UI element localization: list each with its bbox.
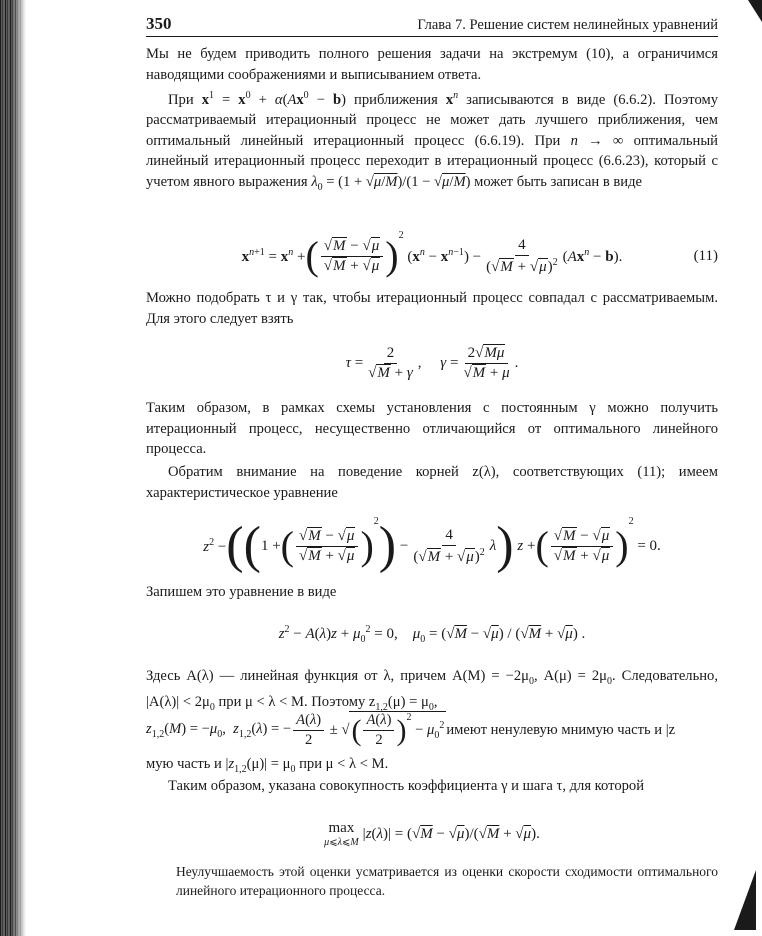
- paragraph-1: Мы не будем приводить полного решения задачи на экстремум (10), а ограничимся наводящими соображениями и выписыванием ответа.: [146, 46, 718, 83]
- paragraph-2: При $x^1 = x^0 + \alpha(Ax^0 - b)$ приближения $x^n$ записываются в виде (6.6.2). Поэтому рассматриваемый итерационный процесс не может дать лучшего приближения, чем оптимальный линейный итерационный процесс (6.6.19). При n → ∞ оптимальный линейный итерационный процесс переходит в итерационный процесс (6.6.23), который с учетом явного выражения $\lambda_0 = (1 + √\mu/M)/(1 - √\mu/M)$ может быть записан в виде: [146, 90, 718, 193]
- scan-corner-mark: [734, 870, 756, 930]
- scan-corner-mark: [748, 0, 762, 22]
- chapter-title: Глава 7. Решение систем нелинейных уравнений: [417, 17, 718, 33]
- scan-binding-edge: [0, 0, 26, 936]
- running-header: [146, 14, 718, 37]
- paragraph-9: Таким образом, указана совокупность коэффициента γ и шага τ, для которой: [168, 778, 645, 794]
- page-number: 350: [146, 14, 172, 33]
- paragraph-6: Запишем это уравнение в виде: [146, 584, 337, 600]
- reduced-equation: $z^2 - A(\lambda)z + \mu_0^2 = 0$, $\mu_0 = (√M - √\mu) / (√M + √\mu)$ .: [278, 623, 586, 645]
- max-estimate-equation: max μ⩽λ⩽M |z(λ)| = (√M − √μ)/(√M + √μ).: [324, 820, 540, 848]
- tau-gamma-equation: τ = $\frac{2}{√M + \gamma}$ , γ = $\frac{2√M\mu}{√M + \mu}$ .: [345, 344, 519, 381]
- paragraph-8-continuation: мую часть и $|z_{1,2}(\mu)| = \mu_0$ при μ < λ < M.: [146, 756, 389, 775]
- book-page: [146, 14, 718, 898]
- paragraph-4: Таким образом, в рамках схемы установления с постоянным γ можно получить итерационный процесс, несущественно отличающийся от оптимального линейного процесса.: [146, 400, 718, 457]
- roots-formula: $z_{1,2}(M) = -\mu_0$, $z_{1,2}(\lambda)$ = − $\frac{A(\lambda)}{2}$ ± √ ( $\frac{A(\lambda)}{2}$ ) $^2$ − $\mu_0^2$ имеют ненулевую мнимую часть и |z: [146, 711, 676, 748]
- equation-number: (11): [693, 247, 718, 264]
- footnote: Неулучшаемость этой оценки усматривается из оценки скорости сходимости оптимального линейного итерационного процесса.: [176, 864, 718, 898]
- paragraph-3: Можно подобрать τ и γ так, чтобы итерационный процесс совпадал с рассматриваемым. Для этого следует взять: [146, 290, 718, 327]
- paragraph-7: Здесь A(λ) — линейная функция от λ, причем $A(M) = -2\mu_0$, $A(\mu) = 2\mu_0$. Следовательно, $|A(\lambda)| < 2\mu_0$ при μ < λ < M. Поэтому $z_{1,2}(\mu) = \mu_0$,: [146, 668, 718, 714]
- characteristic-equation: $z^2$ − ( ( 1 + ( $\frac{√M - √\mu}{√M + √\mu}$ ) $^2$ ) − $\frac{4}{(√M + √\mu)^2}$ λ ) z + ( $\frac{√M - √\mu}{√M + √\mu}$ ) $^2$ = 0.: [203, 516, 661, 574]
- paragraph-5: Обратим внимание на поведение корней z(λ), соответствующих (11); имеем характеристическое уравнение: [146, 464, 718, 501]
- equation-11: $x^{n+1} = x^n$ + ( $\frac{√M - √\mu}{√M + √\mu}$ ) $^2$ $(x^n - x^{n-1})$ − $\frac{4}{(√M + √\mu)^2}$ $(Ax^n - b)$. (11): [241, 230, 718, 278]
